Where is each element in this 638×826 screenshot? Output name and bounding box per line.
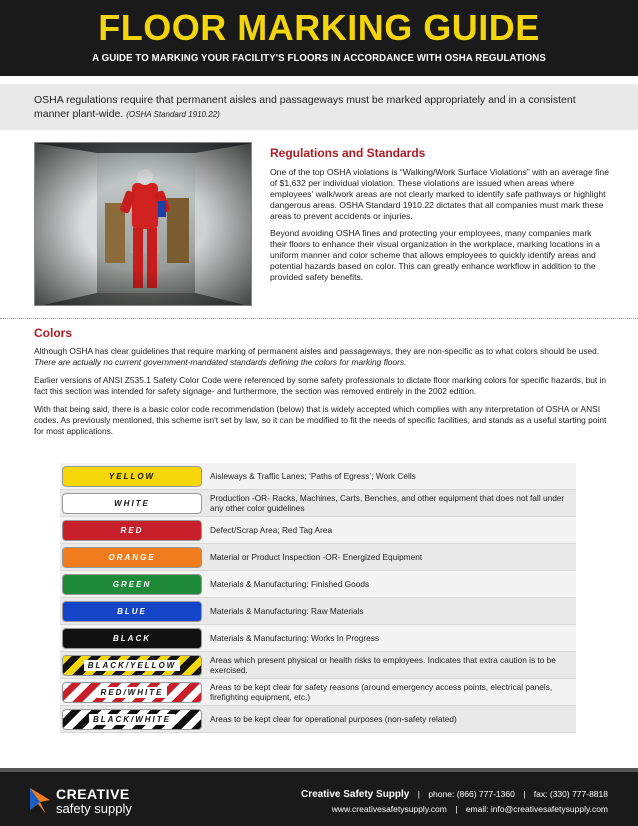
page-title: FLOOR MARKING GUIDE xyxy=(98,7,540,48)
logo-tagline: safety supply xyxy=(56,801,132,816)
color-label: ORANGE xyxy=(108,552,156,562)
worker-at-door-image xyxy=(35,143,252,306)
page-subtitle: A GUIDE TO MARKING YOUR FACILITY'S FLOORS IN ACCORDANCE WITH OSHA REGULATIONS xyxy=(92,52,546,64)
color-label: BLACK xyxy=(113,633,151,643)
logo-name: CREATIVE xyxy=(56,786,130,802)
color-row xyxy=(60,625,576,652)
email-link[interactable]: email: info@creativesafetysupply.com xyxy=(465,804,608,814)
color-label: GREEN xyxy=(112,579,152,589)
color-label: RED/WHITE xyxy=(97,687,168,698)
color-swatch xyxy=(62,520,202,541)
intro-text: OSHA regulations require that permanent aisles and passageways must be marked appropriately and in a consistent manner plant-wide. xyxy=(34,94,576,120)
color-code-table xyxy=(60,463,576,733)
colors-section xyxy=(34,326,612,437)
color-description: Defect/Scrap Area; Red Tag Area xyxy=(210,525,333,535)
color-description: Areas to be kept clear for operational purposes (non-safety related) xyxy=(210,714,457,724)
fax-number: fax: (330) 777-8818 xyxy=(533,789,608,799)
intro-box xyxy=(0,84,638,130)
color-description: Materials & Manufacturing: Works In Progress xyxy=(210,633,380,643)
color-description: Materials & Manufacturing: Raw Materials xyxy=(210,606,364,616)
colors-heading: Colors xyxy=(34,326,73,340)
color-label: BLACK/WHITE xyxy=(89,714,175,725)
color-description: Areas which present physical or health risks to employees. Indicates that extra caution is to be exercised. xyxy=(210,655,556,675)
regulations-paragraph-1: One of the top OSHA violations is “Walking/Work Surface Violations” with an average fine of $1,632 per individual violation. These violations are issued when areas where employees' walk/work areas are not clearly marked to identify safe pathways or highlight dangerous areas. OSHA Standard 1910.22 dictates that all companies must mark these areas to prevent accidents or injuries. xyxy=(270,167,609,221)
section-divider xyxy=(0,318,638,319)
warehouse-photo xyxy=(34,142,252,306)
company-name: Creative Safety Supply xyxy=(300,789,410,800)
color-description: Production -OR- Racks, Machines, Carts, Benches, and other equipment that does not fall under any other color guidelines xyxy=(210,493,565,513)
color-label: YELLOW xyxy=(108,471,156,481)
color-swatch xyxy=(62,682,202,703)
color-swatch xyxy=(62,547,202,568)
intro-standard: (OSHA Standard 1910.22) xyxy=(126,110,220,119)
color-row xyxy=(60,706,576,733)
color-row xyxy=(60,652,576,679)
color-label: BLACK/YELLOW xyxy=(84,660,180,671)
color-row xyxy=(60,679,576,706)
color-swatch xyxy=(62,709,202,730)
color-row xyxy=(60,490,576,517)
color-swatch xyxy=(62,466,202,487)
color-swatch xyxy=(62,601,202,622)
color-row xyxy=(60,517,576,544)
color-label: RED xyxy=(120,525,144,535)
color-row xyxy=(60,598,576,625)
phone-number: phone: (866) 777-1360 xyxy=(428,789,515,799)
footer xyxy=(0,768,638,826)
website-link[interactable]: www.creativesafetysupply.com xyxy=(331,804,447,814)
regulations-section xyxy=(270,146,610,283)
color-label: BLUE xyxy=(117,606,147,616)
color-swatch xyxy=(62,628,202,649)
regulations-heading: Regulations and Standards xyxy=(270,146,426,160)
colors-paragraph-2: Earlier versions of ANSI Z535.1 Safety Color Code were referenced by some safety professionals to dictate floor marking colors for specific hazards, but in fact this section was intended for safety signage- and furthermore, the section was removed entirely in the 2002 edition. xyxy=(34,375,607,396)
color-description: Material or Product Inspection -OR- Energized Equipment xyxy=(210,552,423,562)
regulations-paragraph-2: Beyond avoiding OSHA fines and protecting your employees, many companies mark their floors to enhance their visual organization in the workplace, marking locations in a uniform manner and color scheme that allows employees to quickly identify areas and potential hazards based on color. This can greatly enhance workflow in addition to the provided safety benefits. xyxy=(270,228,601,282)
color-description: Materials & Manufacturing: Finished Goods xyxy=(210,579,370,589)
color-row xyxy=(60,463,576,490)
color-description: Aisleways & Traffic Lanes; ‘Paths of Egress’; Work Cells xyxy=(210,471,416,481)
color-description: Areas to be kept clear for safety reasons (around emergency access points, electrical panels, firefighting equipment, etc.) xyxy=(210,682,553,702)
contact-info: Creative Safety Supply | phone: (866) 777-1360 | fax: (330) 777-8818 www.creativesafetysupply.com | email: info@creativesafetysupply.com xyxy=(300,789,608,814)
creative-safety-supply-logo xyxy=(28,784,168,820)
color-swatch xyxy=(62,655,202,676)
colors-paragraph-1: Although OSHA has clear guidelines that require marking of permanent aisles and passageways, they are non-specific as to what colors should be used. There are actually no current government-mandated standards defining the colors for marking floors. xyxy=(34,346,600,367)
logo-arrow-icon xyxy=(28,786,52,816)
color-row xyxy=(60,544,576,571)
color-label: WHITE xyxy=(114,498,150,508)
color-swatch xyxy=(62,574,202,595)
color-row xyxy=(60,571,576,598)
color-swatch xyxy=(62,493,202,514)
colors-paragraph-3: With that being said, there is a basic color code recommendation (below) that is widely accepted which complies with any interpretation of OSHA or ANSI codes. As previously mentioned, this scheme isn't set by law, so it can be modified to fit the needs of specific facilities, and stands as a useful starting point for most applications. xyxy=(34,404,607,436)
header-banner xyxy=(0,0,638,76)
